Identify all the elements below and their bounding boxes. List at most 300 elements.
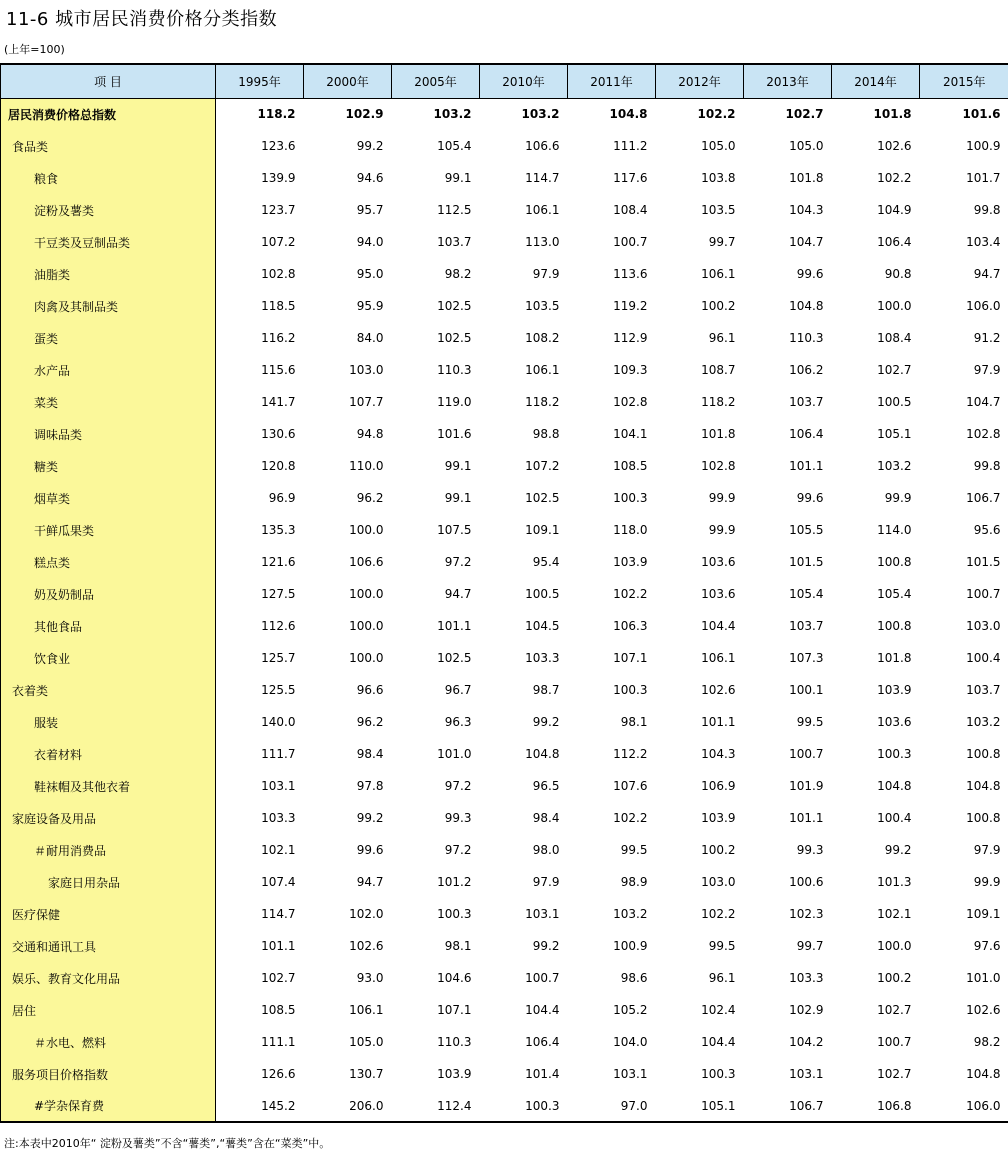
- value-cell: 100.7: [613, 235, 648, 249]
- value-cell: 100.8: [877, 619, 912, 633]
- row-label: 衣着材料: [1, 738, 216, 770]
- value-cell: 99.5: [708, 939, 736, 953]
- value-cell: 206.0: [304, 1090, 392, 1122]
- value-cell: 104.7: [789, 235, 824, 249]
- value-cell: 95.4: [532, 555, 560, 569]
- value-cell: 100.9: [966, 139, 1001, 153]
- year-column-header: 2015年: [920, 64, 1008, 98]
- value-cell: 97.0: [568, 1090, 656, 1122]
- value-cell: 107.6: [613, 779, 648, 793]
- value-cell: 105.2: [613, 1003, 648, 1017]
- table-row: [1, 546, 1008, 578]
- table-row: [1, 322, 1008, 354]
- table-row: [1, 930, 1008, 962]
- value-cell: 104.4: [525, 1003, 560, 1017]
- value-cell: 100.9: [613, 939, 648, 953]
- value-cell: 99.8: [973, 203, 1001, 217]
- value-cell: 97.9: [973, 363, 1001, 377]
- value-cell: 103.9: [877, 683, 912, 697]
- table-row: [1, 1090, 1008, 1122]
- value-cell: 111.2: [613, 139, 648, 153]
- value-cell: 96.9: [268, 491, 296, 505]
- table-body: [1, 98, 1008, 1122]
- value-cell: 98.2: [444, 267, 472, 281]
- value-cell: 98.0: [532, 843, 560, 857]
- value-cell: 109.1: [966, 907, 1001, 921]
- value-cell: 99.1: [444, 459, 472, 473]
- value-cell: 96.3: [444, 715, 472, 729]
- value-cell: 100.3: [613, 683, 648, 697]
- value-cell: 107.3: [789, 651, 824, 665]
- value-cell: 98.7: [532, 683, 560, 697]
- value-cell: 135.3: [261, 523, 296, 537]
- value-cell: 107.2: [525, 459, 560, 473]
- value-cell: 106.0: [966, 299, 1001, 313]
- value-cell: 94.6: [356, 171, 384, 185]
- value-cell: 99.2: [532, 939, 560, 953]
- value-cell: 91.2: [973, 331, 1001, 345]
- value-cell: 100.3: [480, 1090, 568, 1122]
- row-label: 娱乐、教育文化用品: [1, 962, 216, 994]
- value-cell: 115.6: [261, 363, 296, 377]
- value-cell: 107.1: [613, 651, 648, 665]
- value-cell: 112.2: [613, 747, 648, 761]
- value-cell: 103.2: [433, 107, 472, 122]
- value-cell: 119.0: [437, 395, 472, 409]
- value-cell: 102.9: [789, 1003, 824, 1017]
- value-cell: 104.8: [966, 1067, 1001, 1081]
- value-cell: 105.4: [437, 139, 472, 153]
- value-cell: 103.6: [701, 587, 736, 601]
- value-cell: 102.7: [261, 971, 296, 985]
- value-cell: 113.0: [525, 235, 560, 249]
- value-cell: 100.8: [966, 747, 1001, 761]
- value-cell: 103.7: [789, 395, 824, 409]
- value-cell: 102.4: [701, 1003, 736, 1017]
- value-cell: 120.8: [261, 459, 296, 473]
- value-cell: 126.6: [261, 1067, 296, 1081]
- value-cell: 112.4: [392, 1090, 480, 1122]
- value-cell: 98.6: [620, 971, 648, 985]
- value-cell: 90.8: [884, 267, 912, 281]
- value-cell: 116.2: [261, 331, 296, 345]
- value-cell: 100.2: [701, 843, 736, 857]
- value-cell: 108.4: [877, 331, 912, 345]
- value-cell: 140.0: [261, 715, 296, 729]
- value-cell: 102.7: [877, 363, 912, 377]
- value-cell: 104.1: [613, 427, 648, 441]
- value-cell: 104.8: [877, 779, 912, 793]
- value-cell: 99.2: [356, 139, 384, 153]
- value-cell: 102.9: [345, 107, 384, 122]
- value-cell: 101.2: [437, 875, 472, 889]
- value-cell: 99.5: [796, 715, 824, 729]
- value-cell: 106.9: [701, 779, 736, 793]
- value-cell: 98.2: [973, 1035, 1001, 1049]
- value-cell: 108.5: [261, 1003, 296, 1017]
- value-cell: 107.7: [349, 395, 384, 409]
- value-cell: 112.9: [613, 331, 648, 345]
- value-cell: 107.2: [261, 235, 296, 249]
- value-cell: 105.4: [789, 587, 824, 601]
- row-label: 干鲜瓜果类: [1, 514, 216, 546]
- value-cell: 106.4: [877, 235, 912, 249]
- row-label: 饮食业: [1, 642, 216, 674]
- row-label: 淀粉及薯类: [1, 194, 216, 226]
- value-cell: 103.7: [789, 619, 824, 633]
- value-cell: 95.6: [973, 523, 1001, 537]
- value-cell: 103.6: [877, 715, 912, 729]
- value-cell: 103.0: [701, 875, 736, 889]
- value-cell: 102.6: [966, 1003, 1001, 1017]
- value-cell: 118.2: [257, 107, 296, 122]
- value-cell: 103.2: [521, 107, 560, 122]
- value-cell: 106.1: [349, 1003, 384, 1017]
- table-row: [1, 290, 1008, 322]
- header-row: [1, 64, 1008, 98]
- value-cell: 100.7: [789, 747, 824, 761]
- value-cell: 105.1: [656, 1090, 744, 1122]
- value-cell: 105.0: [789, 139, 824, 153]
- row-label: 奶及奶制品: [1, 578, 216, 610]
- value-cell: 99.9: [884, 491, 912, 505]
- table-row: [1, 834, 1008, 866]
- value-cell: 110.3: [437, 1035, 472, 1049]
- table-row: [1, 994, 1008, 1026]
- price-index-table-container: [0, 63, 1008, 1123]
- value-cell: 97.2: [444, 779, 472, 793]
- value-cell: 108.2: [525, 331, 560, 345]
- table-row: [1, 610, 1008, 642]
- value-cell: 106.1: [525, 203, 560, 217]
- value-cell: 112.5: [437, 203, 472, 217]
- value-cell: 101.6: [962, 107, 1001, 122]
- table-row: [1, 98, 1008, 130]
- value-cell: 103.3: [789, 971, 824, 985]
- value-cell: 103.9: [701, 811, 736, 825]
- table-row: [1, 482, 1008, 514]
- value-cell: 96.5: [532, 779, 560, 793]
- row-label: 居民消费价格总指数: [1, 98, 216, 130]
- value-cell: 94.7: [356, 875, 384, 889]
- value-cell: 109.1: [525, 523, 560, 537]
- value-cell: 100.0: [349, 523, 384, 537]
- value-cell: 105.0: [701, 139, 736, 153]
- value-cell: 103.9: [613, 555, 648, 569]
- value-cell: 102.6: [877, 139, 912, 153]
- value-cell: 119.2: [613, 299, 648, 313]
- row-label: 糕点类: [1, 546, 216, 578]
- value-cell: 97.2: [444, 843, 472, 857]
- row-label: 服务项目价格指数: [1, 1058, 216, 1090]
- value-cell: 103.6: [701, 555, 736, 569]
- year-column-header: 2005年: [392, 64, 480, 98]
- value-cell: 118.2: [701, 395, 736, 409]
- row-label: 烟草类: [1, 482, 216, 514]
- value-cell: 102.2: [697, 107, 736, 122]
- value-cell: 100.0: [877, 299, 912, 313]
- table-row: [1, 258, 1008, 290]
- row-label: 粮食: [1, 162, 216, 194]
- value-cell: 106.2: [789, 363, 824, 377]
- value-cell: 125.7: [261, 651, 296, 665]
- table-row: [1, 162, 1008, 194]
- value-cell: 106.6: [349, 555, 384, 569]
- year-column-header: 2011年: [568, 64, 656, 98]
- value-cell: 117.6: [613, 171, 648, 185]
- value-cell: 104.4: [701, 619, 736, 633]
- value-cell: 103.0: [966, 619, 1001, 633]
- value-cell: 100.0: [349, 587, 384, 601]
- table-row: [1, 578, 1008, 610]
- value-cell: 103.2: [966, 715, 1001, 729]
- value-cell: 103.3: [525, 651, 560, 665]
- value-cell: 99.6: [356, 843, 384, 857]
- value-cell: 99.6: [796, 491, 824, 505]
- value-cell: 104.8: [966, 779, 1001, 793]
- value-cell: 101.8: [873, 107, 912, 122]
- value-cell: 103.5: [525, 299, 560, 313]
- value-cell: 101.4: [525, 1067, 560, 1081]
- table-row: [1, 418, 1008, 450]
- row-label: 水产品: [1, 354, 216, 386]
- table-row: [1, 354, 1008, 386]
- value-cell: 104.2: [789, 1035, 824, 1049]
- value-cell: 103.3: [261, 811, 296, 825]
- value-cell: 102.5: [525, 491, 560, 505]
- value-cell: 99.9: [973, 875, 1001, 889]
- value-cell: 96.1: [708, 331, 736, 345]
- value-cell: 102.8: [966, 427, 1001, 441]
- value-cell: 113.6: [613, 267, 648, 281]
- value-cell: 106.8: [832, 1090, 920, 1122]
- value-cell: 94.7: [444, 587, 472, 601]
- page-title: 11-6 城市居民消费价格分类指数: [6, 9, 278, 30]
- table-row: [1, 962, 1008, 994]
- table-row: [1, 1058, 1008, 1090]
- value-cell: 105.5: [789, 523, 824, 537]
- value-cell: 101.1: [701, 715, 736, 729]
- value-cell: 106.3: [613, 619, 648, 633]
- value-cell: 100.3: [701, 1067, 736, 1081]
- value-cell: 130.7: [349, 1067, 384, 1081]
- value-cell: 99.7: [796, 939, 824, 953]
- row-label: ＃水电、燃料: [1, 1026, 216, 1058]
- table-row: [1, 642, 1008, 674]
- value-cell: 112.6: [261, 619, 296, 633]
- value-cell: 102.2: [613, 811, 648, 825]
- value-cell: 100.2: [701, 299, 736, 313]
- value-cell: 104.0: [613, 1035, 648, 1049]
- value-cell: 97.9: [973, 843, 1001, 857]
- value-cell: 101.1: [261, 939, 296, 953]
- value-cell: 105.1: [877, 427, 912, 441]
- value-cell: 118.0: [613, 523, 648, 537]
- table-row: [1, 866, 1008, 898]
- value-cell: 98.4: [532, 811, 560, 825]
- value-cell: 95.0: [356, 267, 384, 281]
- year-column-header: 2013年: [744, 64, 832, 98]
- value-cell: 105.4: [877, 587, 912, 601]
- value-cell: 101.9: [789, 779, 824, 793]
- row-label: 鞋袜帽及其他衣着: [1, 770, 216, 802]
- value-cell: 103.8: [701, 171, 736, 185]
- table-row: [1, 770, 1008, 802]
- value-cell: 100.3: [613, 491, 648, 505]
- value-cell: 102.8: [261, 267, 296, 281]
- value-cell: 100.3: [437, 907, 472, 921]
- value-cell: 99.2: [884, 843, 912, 857]
- value-cell: 97.8: [356, 779, 384, 793]
- value-cell: 103.2: [877, 459, 912, 473]
- value-cell: 99.7: [708, 235, 736, 249]
- value-cell: 104.6: [437, 971, 472, 985]
- value-cell: 100.5: [525, 587, 560, 601]
- value-cell: 104.8: [525, 747, 560, 761]
- item-column-header: 项 目: [1, 64, 216, 98]
- value-cell: 107.5: [437, 523, 472, 537]
- value-cell: 98.8: [532, 427, 560, 441]
- value-cell: 99.2: [532, 715, 560, 729]
- row-label: 家庭日用杂品: [1, 866, 216, 898]
- value-cell: 106.6: [525, 139, 560, 153]
- row-label: 其他食品: [1, 610, 216, 642]
- value-cell: 100.4: [877, 811, 912, 825]
- value-cell: 99.1: [444, 171, 472, 185]
- value-cell: 102.5: [437, 651, 472, 665]
- value-cell: 99.3: [796, 843, 824, 857]
- value-cell: 123.7: [261, 203, 296, 217]
- value-cell: 101.7: [966, 171, 1001, 185]
- value-cell: 101.0: [437, 747, 472, 761]
- value-cell: 101.5: [966, 555, 1001, 569]
- value-cell: 100.7: [966, 587, 1001, 601]
- value-cell: 99.2: [356, 811, 384, 825]
- value-cell: 99.5: [620, 843, 648, 857]
- value-cell: 100.0: [349, 619, 384, 633]
- value-cell: 100.8: [966, 811, 1001, 825]
- value-cell: 95.9: [356, 299, 384, 313]
- value-cell: 96.1: [708, 971, 736, 985]
- table-row: [1, 194, 1008, 226]
- value-cell: 100.7: [525, 971, 560, 985]
- value-cell: 102.8: [701, 459, 736, 473]
- value-cell: 100.8: [877, 555, 912, 569]
- row-label: 蛋类: [1, 322, 216, 354]
- value-cell: 110.0: [349, 459, 384, 473]
- value-cell: 101.1: [789, 459, 824, 473]
- value-cell: 108.4: [613, 203, 648, 217]
- table-row: [1, 1026, 1008, 1058]
- value-cell: 102.6: [349, 939, 384, 953]
- table-row: [1, 386, 1008, 418]
- value-cell: 100.0: [877, 939, 912, 953]
- value-cell: 100.7: [877, 1035, 912, 1049]
- table-row: [1, 514, 1008, 546]
- value-cell: 121.6: [261, 555, 296, 569]
- value-cell: 106.4: [789, 427, 824, 441]
- value-cell: 106.7: [966, 491, 1001, 505]
- value-cell: 96.2: [356, 491, 384, 505]
- table-row: [1, 738, 1008, 770]
- value-cell: 104.4: [701, 1035, 736, 1049]
- value-cell: 103.0: [349, 363, 384, 377]
- row-label: ＃耐用消费品: [1, 834, 216, 866]
- value-cell: 97.6: [973, 939, 1001, 953]
- value-cell: 99.3: [444, 811, 472, 825]
- value-cell: 110.3: [437, 363, 472, 377]
- value-cell: 104.5: [525, 619, 560, 633]
- value-cell: 96.6: [356, 683, 384, 697]
- value-cell: 102.7: [877, 1067, 912, 1081]
- value-cell: 110.3: [789, 331, 824, 345]
- value-cell: 99.1: [444, 491, 472, 505]
- value-cell: 99.8: [973, 459, 1001, 473]
- row-label: 干豆类及豆制品类: [1, 226, 216, 258]
- value-cell: 100.2: [877, 971, 912, 985]
- row-label: 医疗保健: [1, 898, 216, 930]
- value-cell: 118.5: [261, 299, 296, 313]
- table-row: [1, 450, 1008, 482]
- value-cell: 103.1: [613, 1067, 648, 1081]
- value-cell: 106.4: [525, 1035, 560, 1049]
- value-cell: 100.3: [877, 747, 912, 761]
- value-cell: 95.7: [356, 203, 384, 217]
- value-cell: 109.3: [613, 363, 648, 377]
- value-cell: 127.5: [261, 587, 296, 601]
- value-cell: 106.1: [701, 651, 736, 665]
- value-cell: 104.8: [609, 107, 648, 122]
- value-cell: 99.9: [708, 491, 736, 505]
- row-label: 交通和通讯工具: [1, 930, 216, 962]
- value-cell: 102.5: [437, 299, 472, 313]
- table-row: [1, 706, 1008, 738]
- footnote: 注:本表中2010年“ 淀粉及薯类”不含“薯类”,“薯类”含在“菜类”中。: [4, 1137, 331, 1150]
- value-cell: 102.7: [877, 1003, 912, 1017]
- year-column-header: 2014年: [832, 64, 920, 98]
- table-row: [1, 130, 1008, 162]
- value-cell: 107.4: [261, 875, 296, 889]
- value-cell: 114.0: [877, 523, 912, 537]
- value-cell: 100.6: [789, 875, 824, 889]
- value-cell: 102.3: [789, 907, 824, 921]
- value-cell: 102.6: [701, 683, 736, 697]
- value-cell: 101.1: [789, 811, 824, 825]
- value-cell: 104.3: [701, 747, 736, 761]
- row-label: 糖类: [1, 450, 216, 482]
- value-cell: 94.8: [356, 427, 384, 441]
- value-cell: 130.6: [261, 427, 296, 441]
- value-cell: 103.9: [437, 1067, 472, 1081]
- value-cell: 98.4: [356, 747, 384, 761]
- value-cell: 84.0: [356, 331, 384, 345]
- value-cell: 118.2: [525, 395, 560, 409]
- value-cell: 100.1: [789, 683, 824, 697]
- value-cell: 103.7: [437, 235, 472, 249]
- value-cell: 98.1: [444, 939, 472, 953]
- value-cell: 145.2: [216, 1090, 304, 1122]
- value-cell: 102.2: [701, 907, 736, 921]
- value-cell: 104.3: [789, 203, 824, 217]
- table-row: [1, 674, 1008, 706]
- value-cell: 97.9: [532, 267, 560, 281]
- value-cell: 101.5: [789, 555, 824, 569]
- value-cell: 101.0: [966, 971, 1001, 985]
- unit-note: (上年=100): [4, 43, 65, 56]
- value-cell: 100.4: [966, 651, 1001, 665]
- value-cell: 100.0: [349, 651, 384, 665]
- value-cell: 103.4: [966, 235, 1001, 249]
